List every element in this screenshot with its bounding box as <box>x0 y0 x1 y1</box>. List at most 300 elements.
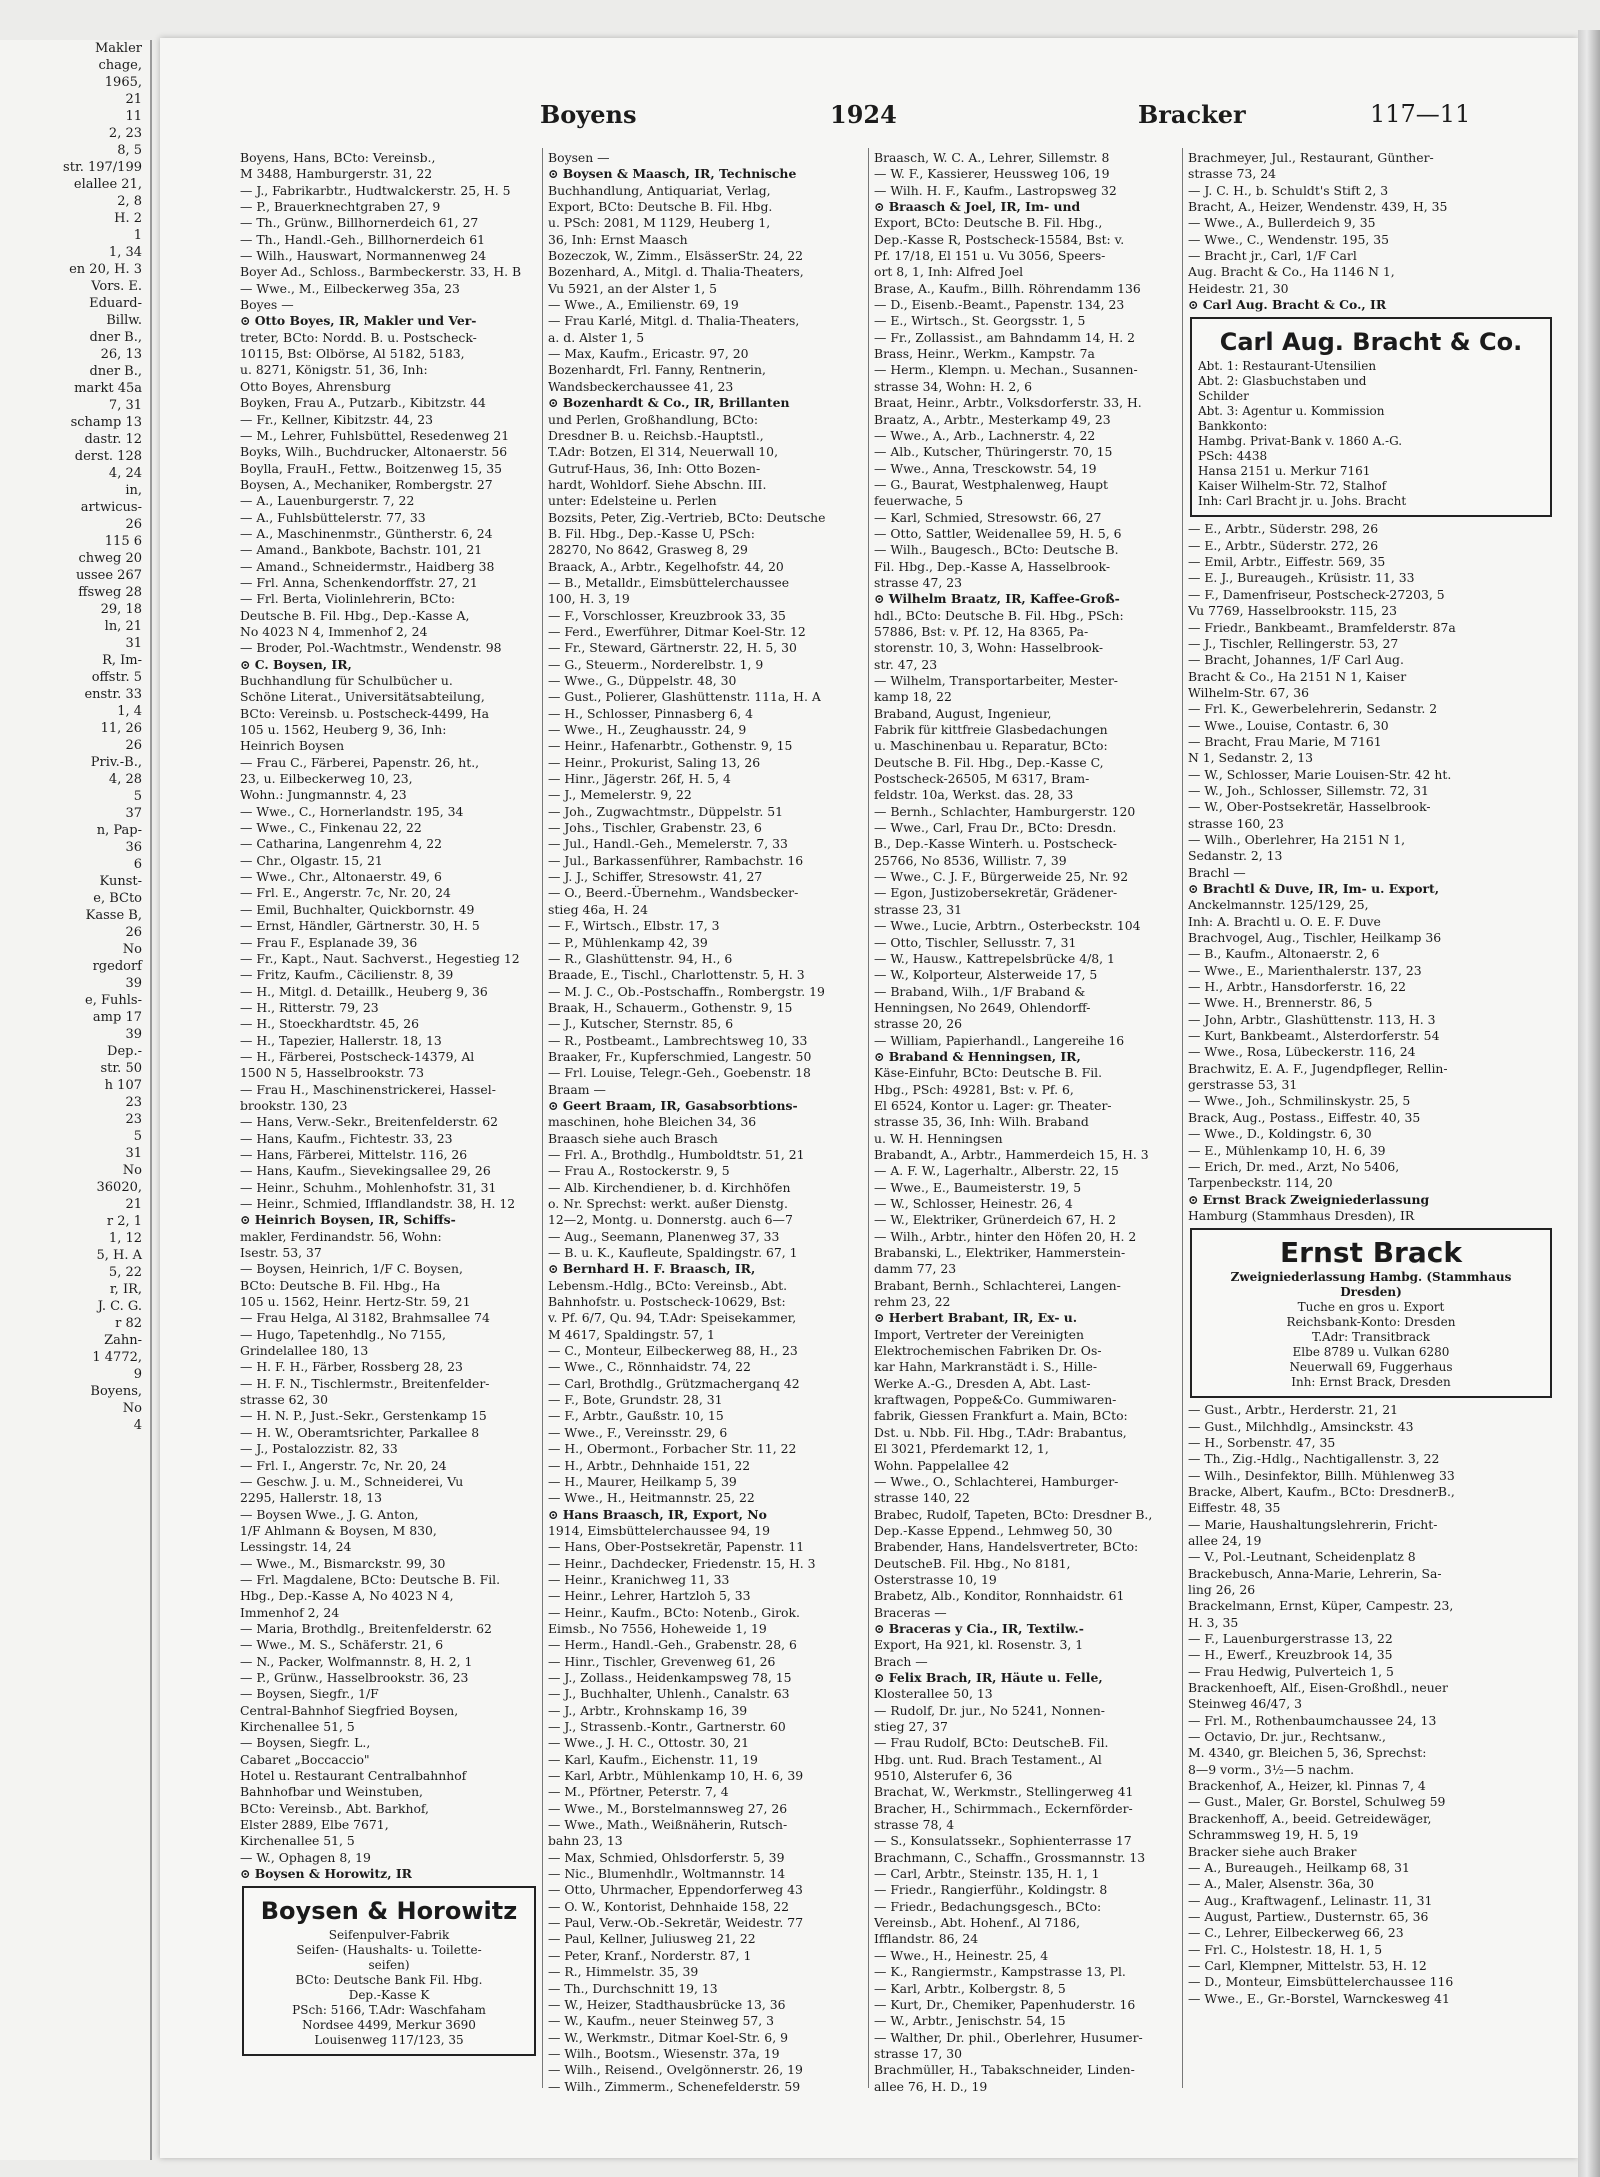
column-2 <box>548 150 864 2095</box>
ad-line: Abt. 3: Agentur u. Kommission <box>1198 404 1385 419</box>
entry-line: Export, BCto: Deutsche B. Fil. Hbg., <box>874 215 1103 231</box>
entry-line: — Heinr., Hafenarbtr., Gothenstr. 9, 15 <box>548 738 793 754</box>
entry-line: — Wwe., Anna, Tresckowstr. 54, 19 <box>874 460 1097 476</box>
entry-line: — Hinr., Jägerstr. 26f, H. 5, 4 <box>548 771 731 787</box>
entry-line: — Walther, Dr. phil., Oberlehrer, Husumer- <box>874 2029 1143 2045</box>
entry-line: Dep.-Kasse Eppend., Lehmweg 50, 30 <box>874 1522 1113 1538</box>
entry-line: — Wwe., C., Wendenstr. 195, 35 <box>1188 231 1390 247</box>
entry-line: feldstr. 10a, Werkst. das. 28, 33 <box>874 787 1074 803</box>
fragment-line: Vors. E. <box>91 279 142 294</box>
entry-line: — Max, Kaufm., Ericastr. 97, 20 <box>548 346 749 362</box>
entry-line: 1/F Ahlmann & Boysen, M 830, <box>240 1522 437 1538</box>
entry-line: Ifflandstr. 86, 24 <box>874 1931 979 1947</box>
entry-line: 12—2, Montg. u. Donnerstg. auch 6—7 <box>548 1212 793 1228</box>
fragment-line: Billw. <box>106 313 142 328</box>
entry-line: — Wwe., M., Eilbeckerweg 35a, 23 <box>240 280 460 296</box>
entry-line: Eiffestr. 48, 35 <box>1188 1500 1281 1516</box>
entry-line: — Peter, Kranf., Norderstr. 87, 1 <box>548 1947 752 1963</box>
fragment-line: in, <box>125 483 142 498</box>
entry-line: Braat, Heinr., Arbtr., Volksdorferstr. 33, H. <box>874 395 1142 411</box>
entry-line: — W., Ober-Postsekretär, Hasselbrook- <box>1188 799 1431 815</box>
entry-line: — Catharina, Langenrehm 4, 22 <box>240 836 442 852</box>
fragment-line: str. 197/199 <box>63 160 142 175</box>
entry-line: Boyes — <box>240 297 294 313</box>
book-edge <box>1578 30 1600 2177</box>
entry-line: — Wwe., Carl, Frau Dr., BCto: Dresdn. <box>874 820 1117 836</box>
entry-line: — Hans, Ober-Postsekretär, Papenstr. 11 <box>548 1539 805 1555</box>
entry-line: kamp 18, 22 <box>874 689 952 705</box>
entry-line: — H. W., Oberamtsrichter, Parkallee 8 <box>240 1424 480 1440</box>
fragment-line: 26 <box>125 925 142 940</box>
fragment-line: 1, 12 <box>108 1231 142 1246</box>
fragment-line: dner B., <box>89 364 142 379</box>
entry-line: — Frau Rudolf, BCto: DeutscheB. Fil. <box>874 1735 1109 1751</box>
entry-line: — P., Mühlenkamp 42, 39 <box>548 934 708 950</box>
entry-line: — Bernh., Schlachter, Hamburgerstr. 120 <box>874 803 1136 819</box>
entry-line: Grindelallee 180, 13 <box>240 1343 369 1359</box>
entry-line: ⊙ Geert Braam, IR, Gasabsorbtions- <box>548 1097 798 1113</box>
entry-line: — Wwe., Lucie, Arbtrn., Osterbeckstr. 104 <box>874 918 1141 934</box>
entry-line: — Amand., Schneidermstr., Haidberg 38 <box>240 558 495 574</box>
entry-line: — J., Kutscher, Sternstr. 85, 6 <box>548 1016 734 1032</box>
fragment-line: 9 <box>133 1367 142 1382</box>
entry-line: strasse 47, 23 <box>874 574 963 590</box>
entry-line: — H., Sorbenstr. 47, 35 <box>1188 1434 1336 1450</box>
entry-line: ⊙ Felix Brach, IR, Häute u. Felle, <box>874 1669 1103 1685</box>
entry-line: — Frau Karlé, Mitgl. d. Thalia-Theaters, <box>548 313 800 329</box>
fragment-line: R, Im- <box>102 653 142 668</box>
entry-line: — H. N. P., Just.-Sekr., Gerstenkamp 15 <box>240 1408 487 1424</box>
entry-line: — B. u. K., Kaufleute, Spaldingstr. 67, 1 <box>548 1245 798 1261</box>
entry-line: Boyer Ad., Schloss., Barmbeckerstr. 33, H. B <box>240 264 522 280</box>
entry-line: — Fr., Kellner, Kibitzstr. 44, 23 <box>240 411 434 427</box>
entry-line: — Gust., Maler, Gr. Borstel, Schulweg 59 <box>1188 1794 1446 1810</box>
entry-line: — Wwe., Rosa, Lübeckerstr. 116, 24 <box>1188 1044 1416 1060</box>
entry-line: — J., Arbtr., Krohnskamp 16, 39 <box>548 1702 748 1718</box>
entry-line: strasse 62, 30 <box>240 1392 329 1408</box>
entry-line: — F., Vorschlosser, Kreuzbrook 33, 35 <box>548 607 786 623</box>
entry-line: — Erich, Dr. med., Arzt, No 5406, <box>1188 1158 1400 1174</box>
fragment-line: 39 <box>125 976 142 991</box>
entry-line: Deutsche B. Fil. Hbg., Dep.-Kasse C, <box>874 754 1104 770</box>
entry-line: 100, H. 3, 19 <box>548 591 630 607</box>
ad-line: Bankkonto: <box>1198 419 1268 434</box>
entry-line: — C., Monteur, Eilbeckerweg 88, H., 23 <box>548 1343 798 1359</box>
fragment-line: 5 <box>133 1129 142 1144</box>
entry-line: Hotel u. Restaurant Centralbahnhof <box>240 1768 467 1784</box>
entry-line: — Paul, Verw.-Ob.-Sekretär, Weidestr. 77 <box>548 1915 804 1931</box>
entry-line: Schrammsweg 19, H. 5, 19 <box>1188 1827 1359 1843</box>
entry-line: strasse 17, 30 <box>874 2045 963 2061</box>
entry-line: — Wilh., Desinfektor, Billh. Mühlenweg 33 <box>1188 1467 1455 1483</box>
entry-line: — H., Tapezier, Hallerstr. 18, 13 <box>240 1032 442 1048</box>
entry-line: — Frl. Louise, Telegr.-Geh., Goebenstr. 18 <box>548 1065 811 1081</box>
entry-line: treter, BCto: Nordd. B. u. Postscheck- <box>240 329 477 345</box>
entry-line: — Karl, Arbtr., Mühlenkamp 10, H. 6, 39 <box>548 1768 804 1784</box>
entry-line: — Frau C., Färberei, Papenstr. 26, ht., <box>240 754 480 770</box>
entry-line: — Alb., Kutscher, Thüringerstr. 70, 15 <box>874 444 1113 460</box>
entry-line: — A., Bureaugeh., Heilkamp 68, 31 <box>1188 1859 1410 1875</box>
entry-line: storenstr. 10, 3, Wohn: Hasselbrook- <box>874 640 1104 656</box>
entry-line: — Frau Hedwig, Pulverteich 1, 5 <box>1188 1663 1394 1679</box>
entry-line: — F., Wirtsch., Elbstr. 17, 3 <box>548 918 720 934</box>
entry-line: — W., Kaufm., neuer Steinweg 57, 3 <box>548 2013 775 2029</box>
entry-line: — William, Papierhandl., Langereihe 16 <box>874 1032 1125 1048</box>
entry-line: ⊙ Hans Braasch, IR, Export, No <box>548 1506 767 1522</box>
entry-line: 2295, Hallerstr. 18, 13 <box>240 1490 382 1506</box>
fragment-line: artwicus- <box>80 500 142 515</box>
entry-line: — E., Arbtr., Süderstr. 298, 26 <box>1188 521 1379 537</box>
entry-line: allee 76, H. D., 19 <box>874 2078 988 2094</box>
entry-line: Boyens, Hans, BCto: Vereinsb., <box>240 150 436 165</box>
entry-line: — W., Ophagen 8, 19 <box>240 1849 371 1865</box>
entry-line: — Heinr., Dachdecker, Friedenstr. 15, H. 3 <box>548 1555 816 1571</box>
entry-line: — Boysen, Siegfr. L., <box>240 1735 371 1751</box>
fragment-line: 1965, <box>104 75 142 90</box>
entry-line: Brack, Aug., Postass., Eiffestr. 40, 35 <box>1188 1109 1421 1125</box>
entry-line: — Ernst, Händler, Gärtnerstr. 30, H. 5 <box>240 918 480 934</box>
entry-line: Braband, August, Ingenieur, <box>874 705 1052 721</box>
entry-line: — Wwe., C., Hornerlandstr. 195, 34 <box>240 803 464 819</box>
entry-line: 105 u. 1562, Heuberg 9, 36, Inh: <box>240 722 447 738</box>
entry-line: ⊙ Carl Aug. Bracht & Co., IR <box>1188 297 1387 313</box>
entry-line: Brase, A., Kaufm., Billh. Röhrendamm 136 <box>874 280 1141 296</box>
fragment-line: 4, 24 <box>108 466 142 481</box>
entry-line: 36, Inh: Ernst Maasch <box>548 231 688 247</box>
entry-line: Gutruf-Haus, 36, Inh: Otto Bozen- <box>548 460 761 476</box>
entry-line: — H., Ewerf., Kreuzbrook 14, 35 <box>1188 1647 1393 1663</box>
entry-line: — Frau F., Esplanade 39, 36 <box>240 934 418 950</box>
entry-line: — Hans, Färberei, Mittelstr. 116, 26 <box>240 1146 468 1162</box>
entry-line: — Octavio, Dr. jur., Rechtsanw., <box>1188 1729 1386 1745</box>
entry-line: — Jul., Barkassenführer, Rambachstr. 16 <box>548 852 804 868</box>
entry-line: — Otto, Sattler, Weidenallee 59, H. 5, 6 <box>874 525 1122 541</box>
entry-line: stieg 46a, H. 24 <box>548 901 648 917</box>
ad-line: PSch: 5166, T.Adr: Waschfaham <box>292 2003 486 2018</box>
ad-line: Neuerwall 69, Fuggerhaus <box>1289 1360 1453 1375</box>
entry-line: — Marie, Haushaltungslehrerin, Fricht- <box>1188 1516 1438 1532</box>
entry-line: — M. J. C., Ob.-Postschaffn., Rombergstr. 19 <box>548 983 825 999</box>
entry-line: Käse-Einfuhr, BCto: Deutsche B. Fil. <box>874 1065 1103 1081</box>
fragment-line: chage, <box>98 58 142 73</box>
entry-line: ling 26, 26 <box>1188 1582 1256 1597</box>
entry-line: Otto Boyes, Ahrensburg <box>240 378 391 394</box>
entry-line: — Johs., Tischler, Grabenstr. 23, 6 <box>548 820 762 836</box>
entry-line: H. 3, 35 <box>1188 1614 1239 1630</box>
entry-line: — K., Rangiermstr., Kampstrasse 13, Pl. <box>874 1964 1126 1980</box>
entry-line: Bahnhofbar und Weinstuben, <box>240 1784 423 1800</box>
entry-line: kar Hahn, Markranstädt i. S., Hille- <box>874 1359 1098 1375</box>
fragment-line: r, IR, <box>109 1282 142 1297</box>
entry-line: — W., Kolporteur, Alsterweide 17, 5 <box>874 967 1098 983</box>
fragment-line: offstr. 5 <box>91 670 142 685</box>
entry-line: — Ferd., Ewerführer, Ditmar Koel-Str. 12 <box>548 623 806 639</box>
entry-line: Brachmann, C., Schaffn., Grossmannstr. 13 <box>874 1849 1146 1865</box>
entry-line: Brachwitz, E. A. F., Jugendpfleger, Rellin- <box>1188 1060 1448 1076</box>
entry-line: Bozsits, Peter, Zig.-Vertrieb, BCto: Deutsche <box>548 509 826 525</box>
entry-line: — Hans, Kaufm., Sievekingsallee 29, 26 <box>240 1163 491 1179</box>
entry-line: — F., Arbtr., Gaußstr. 10, 15 <box>548 1408 724 1424</box>
fragment-line: ussee 267 <box>75 568 142 583</box>
entry-line: — Carl, Brothdlg., Grützmacherganq 42 <box>548 1375 800 1391</box>
entry-line: Sedanstr. 2, 13 <box>1188 848 1283 864</box>
header-left: Boyens <box>540 100 637 129</box>
entry-line: Brass, Heinr., Werkm., Kampstr. 7a <box>874 346 1095 362</box>
entry-line: Boylla, FrauH., Fettw., Boitzenweg 15, 35 <box>240 460 502 476</box>
entry-line: — Boysen, Heinrich, 1/F C. Boysen, <box>240 1261 463 1277</box>
entry-line: 23, u. Eilbeckerweg 10, 23, <box>240 771 413 787</box>
fragment-line: 37 <box>125 806 142 821</box>
entry-line: Hbg., Dep.-Kasse A, No 4023 N 4, <box>240 1588 454 1604</box>
entry-line: — Fr., Zollassist., am Bahndamm 14, H. 2 <box>874 329 1136 345</box>
entry-line: — Chr., Olgastr. 15, 21 <box>240 852 383 868</box>
entry-line: Boyks, Wilh., Buchdrucker, Altonaerstr. 56 <box>240 444 508 460</box>
entry-line: Brabanski, L., Elektriker, Hammerstein- <box>874 1245 1126 1261</box>
entry-line: — E., Mühlenkamp 10, H. 6, 39 <box>1188 1142 1386 1158</box>
ad-title: Ernst Brack <box>1280 1236 1462 1270</box>
ad-line: Kaiser Wilhelm-Str. 72, Stalhof <box>1198 479 1387 494</box>
entry-line: — J., Strassenb.-Kontr., Gartnerstr. 60 <box>548 1719 786 1734</box>
entry-line: Fil. Hbg., Dep.-Kasse A, Hasselbrook- <box>874 558 1111 574</box>
column-4 <box>1188 150 1554 2007</box>
entry-line: — August, Partiew., Dusternstr. 65, 36 <box>1188 1908 1429 1924</box>
entry-line: — Wilh., Baugesch., BCto: Deutsche B. <box>874 542 1119 558</box>
fragment-line: Zahn- <box>104 1333 142 1348</box>
fragment-line: 11, 26 <box>100 721 142 736</box>
fragment-line: 36 <box>125 840 142 855</box>
entry-line: und Perlen, Großhandlung, BCto: <box>548 411 759 427</box>
entry-line: ⊙ Boysen & Maasch, IR, Technische <box>548 166 797 182</box>
entry-line: Braack, A., Arbtr., Kegelhofstr. 44, 20 <box>548 558 784 574</box>
fragment-line: derst. 128 <box>74 449 142 464</box>
fragment-line: r 2, 1 <box>106 1214 142 1229</box>
entry-line: — Frl. M., Rothenbaumchaussee 24, 13 <box>1188 1712 1437 1728</box>
entry-line: ⊙ Bozenhardt & Co., IR, Brillanten <box>548 395 790 411</box>
entry-line: Brachmeyer, Jul., Restaurant, Günther- <box>1188 150 1434 165</box>
entry-line: — Frl. K., Gewerbelehrerin, Sedanstr. 2 <box>1188 701 1438 717</box>
entry-line: Steinweg 46/47, 3 <box>1188 1696 1303 1712</box>
entry-line: Wohn. Pappelallee 42 <box>874 1457 1010 1473</box>
fragment-line: 1, 4 <box>117 704 142 719</box>
entry-line: Bahnhofstr. u. Postscheck-10629, Bst: <box>548 1294 786 1310</box>
fragment-line: Boyens, <box>90 1384 142 1399</box>
entry-line: Vu 5921, an der Alster 1, 5 <box>548 280 718 296</box>
entry-line: — Wwe., M., Borstelmannsweg 27, 26 <box>548 1800 788 1816</box>
fragment-line: 4 <box>133 1418 142 1433</box>
entry-line: Brackebusch, Anna-Marie, Lehrerin, Sa- <box>1188 1565 1442 1581</box>
entry-line: — W., Schlosser, Marie Louisen-Str. 42 ht. <box>1188 766 1452 782</box>
entry-line: — Gust., Milchhdlg., Amsinckstr. 43 <box>1188 1418 1414 1434</box>
entry-line: DeutscheB. Fil. Hbg., No 8181, <box>874 1555 1071 1571</box>
entry-line: Bracher, H., Schirmmach., Eckernförder- <box>874 1800 1133 1816</box>
entry-line: hardt, Wohldorf. Siehe Abschn. III. <box>548 476 767 492</box>
fragment-line: 31 <box>125 636 142 651</box>
header-right: Bracker <box>1138 100 1246 129</box>
entry-line: — J., Zollass., Heidenkampsweg 78, 15 <box>548 1669 792 1685</box>
entry-line: Tarpenbeckstr. 114, 20 <box>1188 1175 1333 1191</box>
entry-line: Dst. u. Nbb. Fil. Hbg., T.Adr: Brabantus, <box>874 1424 1127 1440</box>
entry-line: Bozeczok, W., Zimm., ElsässerStr. 24, 22 <box>548 248 804 264</box>
entry-line: — Wilh., Arbtr., hinter den Höfen 20, H. 2 <box>874 1228 1137 1244</box>
entry-line: Elster 2889, Elbe 7671, <box>240 1817 389 1833</box>
entry-line: — H., Maurer, Heilkamp 5, 39 <box>548 1473 737 1489</box>
fragment-line: elallee 21, <box>73 177 142 192</box>
fragment-line: No <box>122 1163 142 1178</box>
entry-line: — Bracht jr., Carl, 1/F Carl <box>1188 248 1357 264</box>
entry-line: Bracker siehe auch Braker <box>1188 1843 1357 1859</box>
entry-line: — Aug., Kraftwagenf., Lelinastr. 11, 31 <box>1188 1892 1433 1908</box>
ad-line: Tuche en gros u. Export <box>1297 1300 1445 1315</box>
entry-line: — Herm., Handl.-Geh., Grabenstr. 28, 6 <box>548 1637 797 1653</box>
entry-line: — Frl. I., Angerstr. 7c, Nr. 20, 24 <box>240 1457 447 1473</box>
entry-line: 105 u. 1562, Heinr. Hertz-Str. 59, 21 <box>240 1294 471 1310</box>
entry-line: damm 77, 23 <box>874 1261 957 1277</box>
entry-line: — V., Pol.-Leutnant, Scheidenplatz 8 <box>1188 1549 1416 1565</box>
entry-line: — Aug., Seemann, Planenweg 37, 33 <box>548 1228 780 1244</box>
ad-title: Boysen & Horowitz <box>260 1897 518 1926</box>
entry-line: — W., Elektriker, Grünerdeich 67, H. 2 <box>874 1212 1117 1228</box>
fragment-line: 21 <box>125 92 142 107</box>
column-1 <box>240 150 538 2060</box>
entry-line: Bracht, A., Heizer, Wendenstr. 439, H, 35 <box>1188 199 1448 215</box>
entry-line: — Boysen Wwe., J. G. Anton, <box>240 1506 419 1522</box>
adjacent-page-fragment <box>0 40 152 2160</box>
ad-line: Nordsee 4499, Merkur 3690 <box>302 2018 476 2033</box>
entry-line: — Wwe., C., Finkenau 22, 22 <box>240 820 422 836</box>
entry-line: — Wwe. H., Brennerstr. 86, 5 <box>1188 995 1373 1011</box>
entry-line: allee 24, 19 <box>1188 1532 1262 1548</box>
entry-line: — Nic., Blumenhdlr., Woltmannstr. 14 <box>548 1866 786 1882</box>
entry-line: — Gust., Polierer, Glashüttenstr. 111a, H. A <box>548 689 821 705</box>
entry-line: — Emil, Buchhalter, Quickbornstr. 49 <box>240 901 475 917</box>
entry-line: 28270, No 8642, Grasweg 8, 29 <box>548 542 748 558</box>
entry-line: ⊙ Ernst Brack Zweigniederlassung <box>1188 1191 1430 1207</box>
entry-line: — Bracht, Johannes, 1/F Carl Aug. <box>1188 652 1404 668</box>
entry-line: — Frl. A., Brothdlg., Humboldtstr. 51, 21 <box>548 1146 805 1162</box>
entry-line: Eimsb., No 7556, Hoheweide 1, 19 <box>548 1620 767 1636</box>
entry-line: Cabaret „Boccaccio" <box>240 1751 370 1767</box>
entry-line: makler, Ferdinandstr. 56, Wohn: <box>240 1228 442 1244</box>
entry-line: Lessingstr. 14, 24 <box>240 1539 352 1555</box>
entry-line: Heidestr. 21, 30 <box>1188 280 1289 296</box>
entry-line: Brabender, Hans, Handelsvertreter, BCto: <box>874 1539 1139 1555</box>
entry-line: — Rudolf, Dr. jur., No 5241, Nonnen- <box>874 1702 1105 1718</box>
entry-line: u. W. H. Henningsen <box>874 1130 1003 1146</box>
entry-line: — J., Buchhalter, Uhlenh., Canalstr. 63 <box>548 1686 790 1702</box>
entry-line: Heinrich Boysen <box>240 738 345 754</box>
entry-line: Braaker, Fr., Kupferschmied, Langestr. 50 <box>548 1048 812 1064</box>
entry-line: Brachmüller, H., Tabakschneider, Linden- <box>874 2062 1135 2078</box>
entry-line: ⊙ Brachtl & Duve, IR, Im- u. Export, <box>1188 881 1440 896</box>
entry-line: El 3021, Pferdemarkt 12, 1, <box>874 1441 1049 1457</box>
entry-line: — Th., Zig.-Hdlg., Nachtigallenstr. 3, 22 <box>1188 1451 1440 1467</box>
entry-line: — G., Baurat, Westphalenweg, Haupt <box>874 476 1109 492</box>
entry-line: — J., Postalozzistr. 82, 33 <box>240 1441 398 1457</box>
entry-line: BCto: Vereinsb. u. Postscheck-4499, Ha <box>240 705 489 721</box>
entry-line: a. d. Alster 1, 5 <box>548 329 645 345</box>
fragment-line: rgedorf <box>92 959 142 974</box>
entry-line: 10115, Bst: Olbörse, Al 5182, 5183, <box>240 346 465 362</box>
entry-line: — O., Beerd.-Übernehm., Wandsbecker- <box>548 885 799 901</box>
fragment-line: str. 50 <box>100 1061 142 1076</box>
entry-line: Kirchenallee 51, 5 <box>240 1833 355 1849</box>
entry-line: Brachat, W., Werkmstr., Stellingerweg 41 <box>874 1784 1134 1800</box>
fragment-line: 7, 31 <box>108 398 142 413</box>
entry-line: N 1, Sedanstr. 2, 13 <box>1188 750 1313 766</box>
fragment-line: dner B., <box>89 330 142 345</box>
fragment-line: 5, H. A <box>96 1248 142 1263</box>
entry-line: — Wilh., Zimmerm., Schenefelderstr. 59 <box>548 2078 801 2094</box>
entry-line: — Egon, Justizobersekretär, Grädener- <box>874 885 1118 901</box>
fragment-line: 26, 13 <box>100 347 142 362</box>
entry-line: — Th., Handl.-Geh., Billhornerdeich 61 <box>240 231 486 247</box>
entry-line: Boysen — <box>548 150 610 165</box>
fragment-line: ln, 21 <box>104 619 142 634</box>
entry-line: Fabrik für kittfreie Glasbedachungen <box>874 722 1108 738</box>
entry-line: — F., Damenfriseur, Postscheck-27203, 5 <box>1188 586 1445 602</box>
entry-line: — H., Stoeckhardtstr. 45, 26 <box>240 1016 420 1032</box>
ad-line: Seifenpulver-Fabrik <box>328 1928 450 1943</box>
entry-line: ⊙ Braceras y Cia., IR, Textilw.- <box>874 1620 1084 1636</box>
entry-line: Dresdner B. u. Reichsb.-Hauptstl., <box>548 427 764 443</box>
entry-line: — D., Monteur, Eimsbüttelerchaussee 116 <box>1188 1974 1454 1990</box>
entry-line: — Wwe., H., Heinestr. 25, 4 <box>874 1947 1049 1963</box>
entry-line: Buchhandlung, Antiquariat, Verlag, <box>548 182 771 198</box>
entry-line: — Joh., Zugwachtmstr., Düppelstr. 51 <box>548 803 784 819</box>
fragment-line: 29, 18 <box>100 602 142 617</box>
entry-line: Braak, H., Schauerm., Gothenstr. 9, 15 <box>548 999 793 1015</box>
entry-line: — Wwe., E., Marienthalerstr. 137, 23 <box>1188 962 1422 978</box>
entry-line: — Heinr., Kranichweg 11, 33 <box>548 1571 730 1587</box>
fragment-line: 2, 8 <box>117 194 142 209</box>
entry-line: Vereinsb., Abt. Hohenf., Al 7186, <box>874 1915 1081 1931</box>
entry-line: — Hans, Verw.-Sekr., Breitenfelderstr. 62 <box>240 1114 498 1130</box>
entry-line: — H., Färberei, Postscheck-14379, Al <box>240 1048 475 1064</box>
entry-line: unter: Edelsteine u. Perlen <box>548 493 717 509</box>
entry-line: — Karl, Schmied, Stresowstr. 66, 27 <box>874 509 1102 525</box>
entry-line: — Wwe., G., Düppelstr. 48, 30 <box>548 673 737 688</box>
entry-line: — Wwe., J. H. C., Ottostr. 30, 21 <box>548 1735 750 1751</box>
entry-line: 8—9 vorm., 3½—5 nachm. <box>1188 1761 1355 1777</box>
entry-line: Braatz, A., Arbtr., Mesterkamp 49, 23 <box>874 411 1111 427</box>
entry-line: — Wilh., Oberlehrer, Ha 2151 N 1, <box>1188 831 1406 847</box>
entry-line: bahn 23, 13 <box>548 1833 623 1849</box>
entry-line: Brabetz, Alb., Konditor, Ronnhaidstr. 61 <box>874 1588 1125 1604</box>
entry-line: Boysen, A., Mechaniker, Rombergstr. 27 <box>240 476 493 492</box>
entry-line: ⊙ Braband & Henningsen, IR, <box>874 1048 1081 1064</box>
ad-line: Abt. 2: Glasbuchstaben und <box>1198 374 1367 389</box>
entry-line: brookstr. 130, 23 <box>240 1097 348 1113</box>
entry-line: Export, BCto: Deutsche B. Fil. Hbg. <box>548 199 773 215</box>
fragment-line: r 82 <box>115 1316 142 1331</box>
entry-line: stieg 27, 37 <box>874 1719 948 1734</box>
fragment-line: 23 <box>125 1095 142 1110</box>
entry-line: Brackenhof, A., Heizer, kl. Pinnas 7, 4 <box>1188 1778 1426 1794</box>
entry-line: Isestr. 53, 37 <box>240 1245 322 1261</box>
entry-line: Werke A.-G., Dresden A, Abt. Last- <box>874 1375 1091 1391</box>
fragment-line: schamp 13 <box>70 415 142 430</box>
entry-line: — Wwe., H., Zeughausstr. 24, 9 <box>548 722 747 738</box>
entry-line: — Carl, Klempner, Mittelstr. 53, H. 12 <box>1188 1957 1427 1973</box>
entry-line: — Wwe., D., Koldingstr. 6, 30 <box>1188 1126 1372 1142</box>
ad-line: Hambg. Privat-Bank v. 1860 A.-G. <box>1198 434 1403 449</box>
entry-line: — W., Heizer, Stadthausbrücke 13, 36 <box>548 1996 786 2012</box>
entry-line: 57886, Bst: v. Pf. 12, Ha 8365, Pa- <box>874 623 1089 639</box>
fragment-line: 5, 22 <box>108 1265 142 1280</box>
entry-line: ort 8, 1, Inh: Alfred Joel <box>874 264 1024 280</box>
entry-line: strasse 140, 22 <box>874 1490 970 1506</box>
entry-line: — Th., Grünw., Billhornerdeich 61, 27 <box>240 215 479 231</box>
